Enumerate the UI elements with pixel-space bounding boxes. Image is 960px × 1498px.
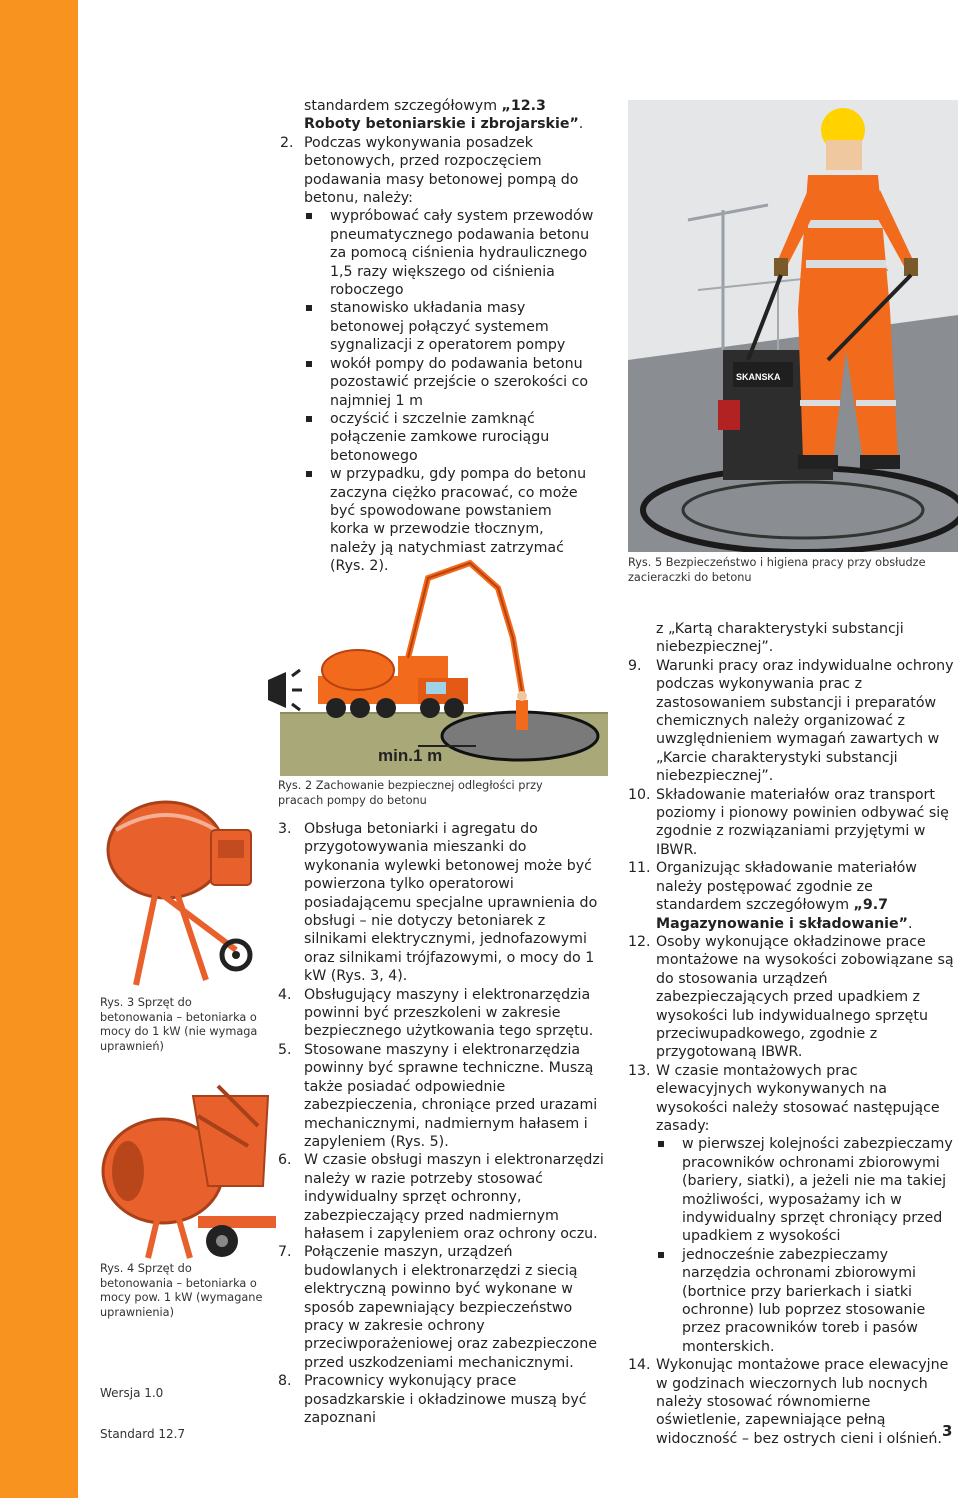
column-2 bbox=[278, 820, 604, 1427]
bullet-square bbox=[306, 213, 312, 219]
item-text: Składowanie materiałów oraz transport poziomy i pionowy powinien odbywać się zgodnie z rozwiązaniami przyjętymi w IBWR. bbox=[656, 786, 949, 858]
item-number: 14. bbox=[628, 1357, 651, 1374]
bullet-text: w pierwszej kolejności zabezpieczamy pracowników ochronami zbiorowymi (bariery, siatki), a jeżeli nie ma takiej możliwości, wyposażamy ich w indywidualny sprzęt chroniący przed upadkiem z wysokości bbox=[682, 1136, 953, 1245]
item-text: Warunki pracy oraz indywidualne ochrony podczas wykonywania prac z zastosowaniem substancji i preparatów chemicznych należy organizować z uwzględnieniem wymagań zawartych w „Karcie charakterystyki substancji niebezpiecznej”. bbox=[656, 657, 954, 785]
item-13-bullets bbox=[682, 1135, 956, 1356]
item-number: 6. bbox=[278, 1152, 292, 1169]
bullet-text: w przypadku, gdy pompa do betonu zaczyna ciężko pracować, co może być spowodowane powstaniem korka w przewodzie tłocznym, należy ją natychmiast zatrzymać (Rys. 2). bbox=[330, 466, 587, 575]
column-3 bbox=[628, 620, 956, 1448]
figure-3-image bbox=[96, 790, 266, 990]
large-mixer-illustration bbox=[98, 1076, 278, 1262]
list-item-4 bbox=[278, 986, 604, 1041]
orange-side-bar bbox=[0, 0, 78, 1498]
item-text: Obsługa betoniarki i agregatu do przygotowywania mieszanki do wykonania wylewki betonowej może być powierzona tylko operatorowi posiadającemu specjalne uprawnienia do obsługi – nie dotyczy betoniarek z silnikami elektrycznymi, jednofazowymi oraz silnikami trójfazowymi, o mocy do 1 kW (Rys. 3, 4). bbox=[304, 821, 598, 985]
bullet-text: stanowisko układania masy betonowej połączyć systemem sygnalizacji z operatorem pompy bbox=[330, 300, 566, 354]
intro-end: . bbox=[578, 116, 584, 133]
intro-text: standardem szczegółowym bbox=[304, 98, 502, 114]
figure-4-image bbox=[98, 1076, 278, 1262]
top-text-block bbox=[280, 97, 594, 576]
item-number: 5. bbox=[278, 1041, 292, 1058]
min-distance-label: min.1 m bbox=[378, 746, 443, 765]
item-number: 13. bbox=[628, 1062, 651, 1079]
item-text: W czasie montażowych prac elewacyjnych wykonywanych na wysokości należy stosować następujące zasady: bbox=[656, 1062, 940, 1134]
version-label: Wersja 1.0 bbox=[100, 1386, 164, 1400]
trowel-worker-illustration bbox=[628, 100, 958, 552]
brand-text: SKANSKA bbox=[736, 372, 781, 382]
item-number: 4. bbox=[278, 986, 292, 1003]
item-number: 2. bbox=[280, 134, 294, 151]
bullet-square bbox=[306, 471, 312, 477]
figure-4-caption: Rys. 4 Sprzęt do betonowania – betoniarka o mocy pow. 1 kW (wymagane uprawnienia) bbox=[100, 1262, 263, 1319]
bullet-list bbox=[330, 207, 594, 575]
item-number: 9. bbox=[628, 657, 642, 674]
bullet-square bbox=[306, 361, 312, 367]
figure-5-caption: Rys. 5 Bezpieczeństwo i higiena pracy przy obsłudze zacieraczki do betonu bbox=[628, 556, 926, 584]
intro-bold-ref: „12.3 Roboty betoniarskie i zbrojarskie” bbox=[304, 98, 579, 133]
bullet-text: wokół pompy do podawania betonu pozostawić przejście o szerokości co najmniej 1 m bbox=[330, 355, 589, 409]
bullet-item bbox=[330, 355, 594, 410]
bullet-square bbox=[306, 305, 312, 311]
item-text: Organizując składowanie materiałów należy postępować zgodnie ze standardem szczegółowym bbox=[656, 860, 917, 914]
item-text: Obsługujący maszyny i elektronarzędzia powinni być przeszkoleni w zakresie bezpiecznego użytkowania tego sprzętu. bbox=[304, 986, 594, 1040]
footer-standard-label: Standard 12.7 bbox=[100, 1427, 186, 1441]
figure-2-caption: Rys. 2 Zachowanie bezpiecznej odległości przy pracach pompy do betonu bbox=[278, 779, 543, 807]
bullet-square bbox=[306, 416, 312, 422]
list-item-7 bbox=[278, 1243, 604, 1372]
list-item-5 bbox=[278, 1041, 604, 1151]
list-item-9 bbox=[628, 657, 956, 786]
figure-2-image bbox=[258, 558, 608, 776]
list-item-3 bbox=[278, 820, 604, 986]
item-number: 12. bbox=[628, 933, 651, 950]
list-item-8 bbox=[278, 1372, 604, 1427]
bullet-item bbox=[330, 207, 594, 299]
item-number: 8. bbox=[278, 1373, 292, 1390]
item-text: Wykonując montażowe prace elewacyjne w godzinach wieczornych lub nocnych należy stosować równomierne oświetlenie, zapewniające pełną widoczność – bez ostrych cieni i olśnień. bbox=[656, 1357, 949, 1447]
item-text: Podczas wykonywania posadzek betonowych, przed rozpoczęciem podawania masy betonowej pompą do betonu, należy: bbox=[304, 134, 579, 207]
item-text: Osoby wykonujące okładzinowe prace montażowe na wysokości zobowiązane są do stosowania urządzeń zabezpieczających przed upadkiem z wysokości lub indywidualnego sprzętu przeciwupadkowego, zgodnie z przygotowaną IBWR. bbox=[656, 933, 954, 1061]
item-text: Połączenie maszyn, urządzeń budowlanych i elektronarzędzi z siecią elektryczną powinno być wykonane w sposób zapewniający bezpieczeństwo pracy w zakresie ochrony przeciwporażeniowej oraz zabezpieczone przed uszkodzeniami mechanicznymi. bbox=[304, 1244, 597, 1371]
figure-3-caption: Rys. 3 Sprzęt do betonowania – betoniarka o mocy do 1 kW (nie wymaga uprawnień) bbox=[100, 996, 258, 1053]
list-item-10 bbox=[628, 786, 956, 860]
item-number: 11. bbox=[628, 860, 651, 877]
bullet-text: oczyścić i szczelnie zamknąć połączenie zamkowe rurociągu betonowego bbox=[330, 410, 550, 464]
small-mixer-illustration bbox=[96, 790, 266, 990]
bullet-item bbox=[330, 299, 594, 354]
intro-paragraph bbox=[304, 97, 594, 134]
bullet-text: jednocześnie zabezpieczamy narzędzia ochronami zbiorowymi (bortnice przy barierkach i siatki ochronne) lub poprzez stosowanie przez pracowników toreb i pasów monterskich. bbox=[682, 1246, 926, 1355]
item-number: 10. bbox=[628, 786, 651, 803]
item-number: 7. bbox=[278, 1244, 292, 1261]
item-text: Stosowane maszyny i elektronarzędzia powinny być sprawne techniczne. Muszą także posiadać odpowiednie zabezpieczenia, chroniące przed urazami mechanicznymi, nadmiernym hałasem i zapyleniem (Rys. 5). bbox=[304, 1041, 598, 1150]
figure-5-image bbox=[628, 100, 958, 552]
continued-text: z „Kartą charakterystyki substancji niebezpiecznej”. bbox=[656, 621, 904, 656]
bullet-item bbox=[330, 410, 594, 465]
list-item-13 bbox=[628, 1062, 956, 1136]
list-item-6 bbox=[278, 1151, 604, 1243]
bullet-square bbox=[658, 1252, 664, 1258]
standard-ref-bold: „9.7 Magazynowanie i składowanie” bbox=[656, 897, 908, 932]
item-text: W czasie obsługi maszyn i elektronarzędzi należy w razie potrzeby stosować indywidualny sprzęt ochronny, zabezpieczający przed nadmiernym hałasem i zapyleniem oraz ochrony oczu. bbox=[304, 1152, 604, 1242]
list-item-14 bbox=[628, 1356, 956, 1448]
bullet-item bbox=[682, 1246, 956, 1356]
list-item-11 bbox=[628, 859, 956, 933]
list-item-2 bbox=[280, 134, 594, 208]
list-item-12 bbox=[628, 933, 956, 1062]
item-number: 3. bbox=[278, 821, 292, 837]
page-number: 3 bbox=[942, 1422, 953, 1440]
bullet-square bbox=[658, 1141, 664, 1147]
bullet-text: wypróbować cały system przewodów pneumatycznego podawania betonu za pomocą ciśnienia hydraulicznego 1,5 razy większego od ciśnienia roboczego bbox=[330, 208, 594, 299]
item-end: . bbox=[908, 915, 913, 932]
item-text: Pracownicy wykonujący prace posadzkarskie i okładzinowe muszą być zapoznani bbox=[304, 1373, 587, 1426]
bullet-item bbox=[682, 1135, 956, 1245]
concrete-pump-illustration bbox=[258, 558, 608, 776]
